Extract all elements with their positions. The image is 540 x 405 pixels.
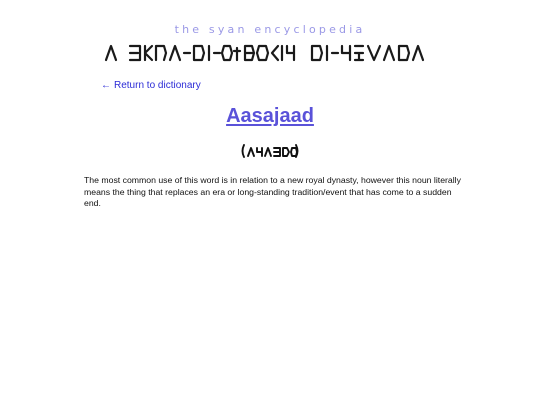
return-to-dictionary-label: Return to dictionary <box>114 80 201 91</box>
back-arrow-icon: ← <box>101 80 111 91</box>
site-header <box>0 22 540 64</box>
syan-script-logo <box>100 42 440 64</box>
entry-definition: The most common use of this word is in relation to a new royal dynasty, however this noun literally means the thing that replaces an era or long-standing tradition/event that has come to a sudden end. <box>84 175 461 208</box>
entry-script-rendering <box>0 143 540 159</box>
entry-word-link[interactable]: Aasajaad <box>226 105 314 127</box>
site-title-script <box>0 42 540 64</box>
syan-script-word <box>240 143 300 159</box>
site-subtitle: the syan encyclopedia <box>174 23 366 36</box>
entry-title <box>0 103 540 129</box>
return-to-dictionary-link[interactable] <box>101 79 201 93</box>
